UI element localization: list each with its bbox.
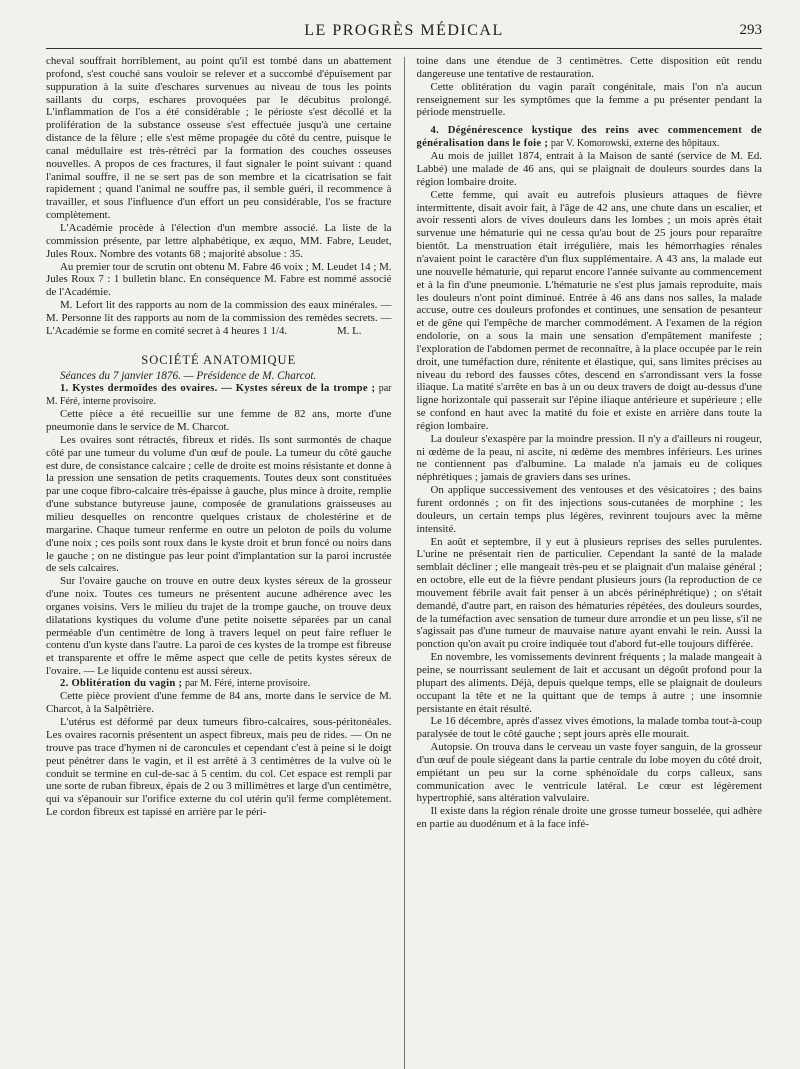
right-column — [417, 55, 763, 1069]
page-number: 293 — [739, 22, 762, 38]
paragraph: cheval souffrait horriblement, au point qu'il est tombé dans un abattement profond, s'est couché sans vouloir se relever et a succombé d'épuisement par suppuration à la suite d'eschares survenues au niveau de tous les points saillants du corps, eschares provoquées par le décubitus prolongé. L'inflammation de l'os a été considérable ; le périoste s'est décollé et la prolifération de la substance osseuse s'est effectuée jusqu'à une certaine distance de la fêlure ; elle s'est même propagée du côté du centre, puisque le canal médullaire est très-rétréci par la formation des couches osseuses nouvelles. A propos de ces fractures, il faut signaler le point suivant : quand l'animal souffre, il ne se sert pas de son membre et la cicatrisation se fait rapidement ; quand l'animal ne souffre pas, il semble guéri, il recommence à travailler, et sous l'influence d'un effort un peu considérable, l'os se fracture complètement. — [46, 55, 392, 222]
paragraph — [46, 299, 392, 338]
article-title: 1. Kystes dermoïdes des ovaires. — Kystes séreux de la trompe ; — [60, 383, 376, 395]
sitting-date: Séances du 7 janvier 1876. — Présidence de M. Charcot. — [60, 370, 317, 383]
paragraph: Cette pièce a été recueillie sur une femme de 82 ans, morte d'une pneumonie dans le service de M. Charcot. — [46, 408, 392, 434]
article-heading — [46, 383, 392, 408]
paragraph: Le 16 décembre, après d'assez vives émotions, la malade tomba tout-à-coup paralysée de tout le côté gauche ; sept jours après elle mourait. — [416, 715, 763, 741]
paragraph: Cette pièce provient d'une femme de 84 ans, morte dans le service de M. Charcot, à la Salpêtrière. — [46, 690, 392, 716]
left-column — [46, 55, 392, 1069]
signature: M. L. — [337, 324, 362, 337]
text-columns — [46, 55, 762, 1069]
paragraph: Cette oblitération du vagin paraît congénitale, mais l'on n'a aucun renseignement sur les symptômes que la femme a pu présenter pendant la période menstruelle. — [416, 80, 763, 119]
paragraph: Sur l'ovaire gauche on trouve en outre deux kystes séreux de la grosseur d'une noix. Toutes ces tumeurs ne présentent aucune adhérence avec les organes voisins. Vers le milieu du trajet de la trompe gauche, on trouve deux dilatations kystiques du volume d'une petite noisette séparées par un canal perméable d'un centimètre de long à travers lequel on peut faire refluer le contenu d'un kyste dans l'autre. La paroi de ces kystes de la trompe est fibreuse et transparente et offre le même aspect que celle de petits kystes séreux de l'ovaire. — Le liquide contenu est aussi séreux. — [46, 575, 392, 678]
article-title: 4. Dégénérescence kystique des reins avec commencement de généralisation dans le foie ; — [416, 125, 763, 149]
paragraph: Au premier tour de scrutin ont obtenu M. Fabre 46 voix ; M. Leudet 14 ; M. Jules Roux 7 : 1 bulletin blanc. En conséquence M. Fabre est nommé associé de l'Académie. — [46, 260, 392, 299]
article-title: 2. Oblitération du vagin ; — [60, 677, 183, 689]
paragraph: Il existe dans la région rénale droite une grosse tumeur bosselée, qui adhère en partie au duodénum et à la face infé- — [416, 805, 763, 831]
column-divider — [404, 57, 405, 1069]
paragraph: En août et septembre, il y eut à plusieurs reprises des selles purulentes. L'urine ne présentait rien de particulier. Cependant la santé de la malade semblait décliner ; elle mangeait très-peu et se plaignait d'un malaise général ; en octobre, elle eut de la fièvre pendant plusieurs jours (la reproduction de ce mouvement fébrile avait fait penser à un abcès périnéphrétique) ; on s'était demandé, d'autre part, en raison des hématuries répétées, des douleurs sourdes, de la tuméfaction avec sensation de tumeur dure arrondie et un peu lisse, s'il ne s'agissait pas d'une tumeur de mauvaise nature ayant envahi le rein. Aussi la ponction qu'on avait pu croire indiquée tout d'abord fut-elle toujours différée. — [416, 535, 763, 651]
page-header — [46, 20, 762, 49]
paragraph: On applique successivement des ventouses et des vésicatoires ; des bains furent ordonnés ; on fit des injections sous-cutanées de morphine ; les douleurs, un certain temps plus légères, revinrent toujours avec la même intensité. — [416, 484, 763, 535]
paragraph: En novembre, les vomissements devinrent fréquents ; la malade mangeait à peine, se nourrissant seulement de lait et accusant un dégoût profond pour la plupart des aliments. Déjà, depuis quelque temps, elle se plaignait de douleurs occupant la tête et ne la quittant que de temps à autre ; une insomnie persistante en était résulté. — [416, 651, 763, 715]
article-heading — [46, 678, 392, 691]
paragraph: toine dans une étendue de 3 centimètres. Cette disposition eût rendu dangereuse une tentative de restauration. — [416, 55, 763, 80]
running-title: LE PROGRÈS MÉDICAL — [304, 22, 504, 39]
paragraph: L'utérus est déformé par deux tumeurs fibro-calcaires, sous-péritonéales. Les ovaires racornis présentent un aspect fibreux, mais peu de rides. — On ne trouve pas trace d'hymen ni de caroncules et cependant c'est à peine si le doigt peut pénétrer dans le vagin, et il est arrêté à 3 centimètres de la vulve où le conduit se termine en cul-de-sac à 5 centim. du col. Cet espace est rempli par une sorte de ruban fibreux, épais de 2 ou 3 millimètres et large d'un centimètre, qui va s'épanouir sur l'orifice externe du col utérin qu'il ferme complètement. Le cordon fibreux est tapissé en arrière par le péri- — [46, 716, 392, 819]
paragraph: Cette femme, qui avait eu autrefois plusieurs attaques de fièvre intermittente, disait avoir fait, à l'âge de 42 ans, une chute dans un escalier, et avoir ressenti alors de vives douleurs dans les lombes ; un mois après était survenue une hématurie qui ne cessa qu'au bout de 25 jours pour reparaître bientôt. La menstruation était irrégulière, mais les hémorrhagies rénales n'avaient point le caractère d'un flux supplémentaire. A 43 ans, la malade eut une nouvelle hématurie, qui reparut encore l'année suivante au commencement et à la fin d'une pneumonie. L'hématurie ne s'est plus jamais reproduite, mais les douleurs n'ont point diminué. Entrée à 46 ans dans nos salles, la malade accuse, outre ces douleurs profondes et continues, une sensation de pesanteur et de gêne qui l'empêche de marcher commodément. A l'examen de la région endolorie, on a sous la main une sensation d'empâtement manifeste ; l'exploration de l'abdomen permet de reconnaître, à la place occupée par le rein droit, une tuméfaction dure, rénitente et élastique, qui, sans limites précises au niveau du rebord des fausses côtes, descend en s'arrondissant vers la fosse iliaque. La matité s'arrête en bas à un ou deux travers de doigt au-dessus d'une ligne horizontale qui passerait sur l'épine iliaque antérieure et supérieure ; elle se confond en haut avec la matité du foie et existe en arrière dans toute la région lombaire. — [416, 188, 763, 432]
section-title: SOCIÉTÉ ANATOMIQUE — [141, 352, 297, 367]
paragraph: Au mois de juillet 1874, entrait à la Maison de santé (service de M. Ed. Labbé) une malade de 46 ans, qui se plaignait de douleurs sourdes dans la région lombaire droite. — [416, 150, 763, 188]
article-author: par V. Komorowski, externe des hôpitaux. — [550, 137, 720, 149]
paragraph: Les ovaires sont rétractés, fibreux et ridés. Ils sont surmontés de chaque côté par une tumeur du volume d'un œuf de poule. La tumeur du côté gauche est dure, de consistance calcaire ; celle de droite est moins résistante et donne à la pression une sensation de petits craquements. Toutes deux sont constituées par une coque fibro-calcaire très-épaisse à gauche, plus mince à droite, remplie d'une substance butyreuse jaune, composée de granulations graisseuses au milieu desquelles on rencontre quelques cristaux de cholestérine et de margarine. Chaque tumeur renferme en outre un peloton de poils du volume d'une noix ; ces poils sont roux dans le kyste droit et brun foncé ou noirs dans le gauche ; on ne distingue pas leur point d'implantation sur la paroi incrustée de sels calcaires. — [46, 433, 392, 575]
article-author: par M. Féré, interne provisoire. — [184, 677, 311, 689]
article-author: par M. Féré, interne provisoire. — [46, 383, 392, 407]
paragraph: Autopsie. On trouva dans le cerveau un vaste foyer sanguin, de la grosseur d'un œuf de poule siégeant dans la partie centrale du lobe moyen du côté droit, empiétant un peu sur la corne sphénoïdale du corps calleux, sans communication avec le ventricule latéral. Le cœur est légèrement hypertrophié, sans altération valvulaire. — [416, 741, 763, 805]
article-heading — [417, 125, 763, 150]
paragraph: La douleur s'exaspère par la moindre pression. Il n'y a d'ailleurs ni rougeur, ni œdème de la peau, ni ascite, ni œdème des membres inférieurs. Les urines ne contiennent pas d'albumine. La malade n'a jamais eu de coliques néphrétiques ; jamais de graviers dans ses urines. — [416, 432, 763, 484]
paragraph-text: M. Lefort lit des rapports au nom de la commission des eaux minérales. — M. Personne lit des rapports au nom de la commission des remèdes secrets. — L'Académie se forme en comité secret à 4 heures 1 1/4. — [46, 299, 392, 337]
paragraph: L'Académie procède à l'élection d'un membre associé. La liste de la commission présente, par lettre alphabétique, ex æquo, MM. Fabre, Leudet, Jules Roux. Nombre des votants 68 ; majorité absolue : 35. — [46, 221, 392, 260]
